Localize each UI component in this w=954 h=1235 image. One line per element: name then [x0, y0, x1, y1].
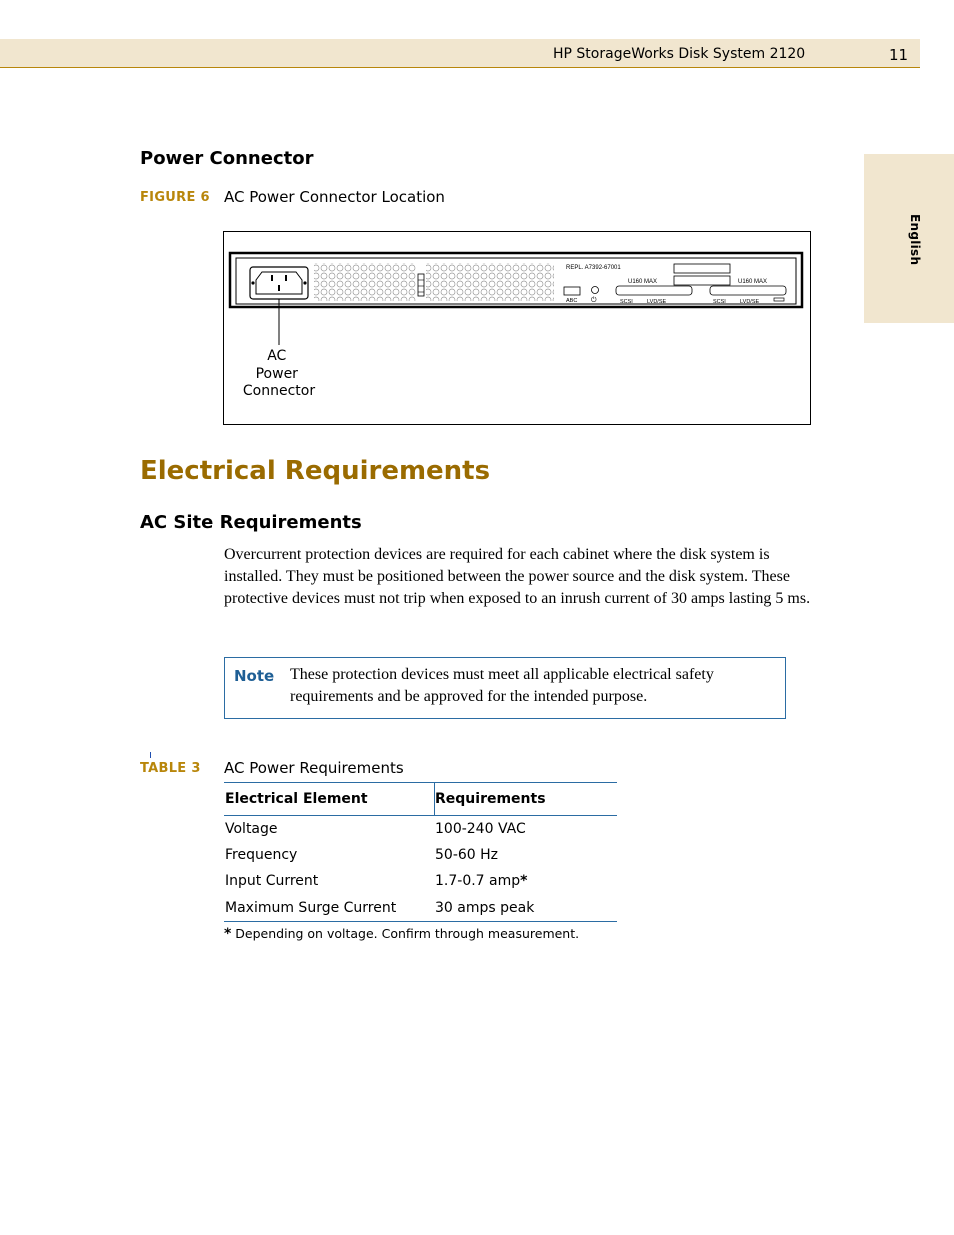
abc-label: ABC — [566, 298, 578, 304]
power-symbol-icon: ⏻ — [591, 296, 597, 304]
u160-right-label: U160 MAX — [738, 279, 768, 285]
body-paragraph: Overcurrent protection devices are required for each cabinet where the disk system is installed. They must be positioned between the power source and the disk system. These protective devices must not trip when exposed to an inrush current of 30 amps lasting 5 ms. — [224, 546, 811, 607]
figure-caption: AC Power Connector Location — [224, 188, 445, 206]
table-header-requirements: Requirements — [435, 791, 546, 807]
ac-inlet-icon — [250, 267, 308, 299]
scsi-left-label: SCSI — [620, 299, 633, 305]
language-tab[interactable] — [864, 154, 954, 323]
u160-left-label: U160 MAX — [628, 279, 658, 285]
figure-label: FIGURE 6 — [140, 190, 210, 205]
label-slot-2 — [674, 276, 730, 285]
chapter-heading-electrical-requirements: Electrical Requirements — [140, 456, 491, 486]
note-box — [224, 657, 786, 719]
table-footnote: * Depending on voltage. Confirm through measurement. — [224, 926, 580, 942]
footnote-reference: * — [520, 873, 528, 889]
language-tab-label: English — [908, 214, 922, 266]
table-cell: Voltage — [225, 821, 278, 837]
lvd-left-label: LVD/SE — [647, 299, 667, 305]
section-heading-power-connector: Power Connector — [140, 148, 314, 169]
label-slot — [674, 264, 730, 273]
table-caption: AC Power Requirements — [224, 759, 404, 777]
power-led-icon — [592, 287, 599, 294]
note-text: These protection devices must meet all applicable electrical safety requirements and be approved for the intended purpose. — [290, 666, 714, 705]
table-header-element: Electrical Element — [225, 791, 368, 807]
page-number: 11 — [889, 46, 909, 64]
scsi-port-right — [710, 286, 786, 295]
table-label: TABLE 3 — [140, 761, 201, 776]
vent-grille-right — [426, 263, 554, 301]
rear-panel-diagram — [224, 232, 810, 424]
figure-frame — [223, 231, 811, 425]
document-title: HP StorageWorks Disk System 2120 — [553, 46, 806, 62]
anchor-marker — [150, 752, 151, 758]
table-cell: Frequency — [225, 847, 298, 863]
table-cell: 50-60 Hz — [435, 847, 499, 863]
terminator-icon — [774, 298, 784, 301]
scsi-port-left — [616, 286, 692, 295]
vent-grille-left — [314, 263, 416, 301]
table-cell: Maximum Surge Current — [225, 900, 397, 916]
table-cell: 30 amps peak — [435, 900, 535, 916]
table-cell: 100-240 VAC — [435, 821, 526, 837]
scsi-right-label: SCSI — [713, 299, 726, 305]
note-label: Note — [234, 667, 275, 685]
lvd-right-label: LVD/SE — [740, 299, 760, 305]
section-heading-ac-site: AC Site Requirements — [140, 512, 362, 533]
callout-label: AC Power Connector — [242, 348, 316, 399]
abc-indicator — [564, 287, 580, 295]
repl-label: REPL. A7392-67001 — [566, 265, 621, 271]
table-cell: Input Current — [225, 873, 319, 889]
latch-icon — [418, 274, 424, 296]
table-cell-input-current: 1.7-0.7 amp* — [435, 873, 528, 889]
